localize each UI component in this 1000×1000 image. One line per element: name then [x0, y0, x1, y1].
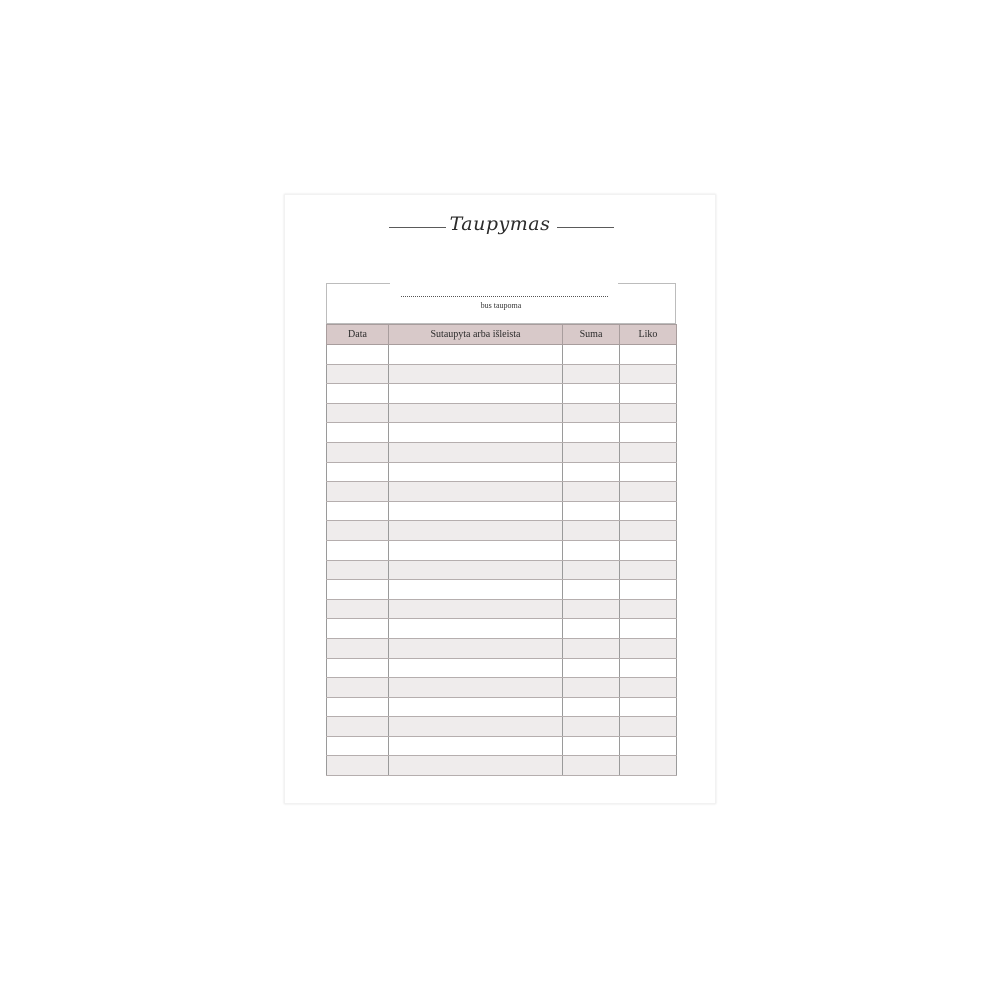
table-cell[interactable]: [620, 756, 677, 776]
table-cell[interactable]: [389, 462, 563, 482]
title-rule-right: [557, 227, 614, 228]
table-cell[interactable]: [389, 442, 563, 462]
table-cell[interactable]: [563, 697, 620, 717]
table-cell[interactable]: [389, 364, 563, 384]
table-cell[interactable]: [563, 540, 620, 560]
planner-page: [284, 194, 716, 804]
table-cell[interactable]: [620, 736, 677, 756]
table-cell[interactable]: [563, 501, 620, 521]
table-cell[interactable]: [327, 560, 389, 580]
table-cell[interactable]: [620, 345, 677, 365]
savings-ledger-table: [326, 324, 677, 776]
table-cell[interactable]: [327, 423, 389, 443]
table-cell[interactable]: [563, 403, 620, 423]
table-cell[interactable]: [327, 736, 389, 756]
table-cell[interactable]: [620, 384, 677, 404]
table-cell[interactable]: [327, 364, 389, 384]
table-row: [327, 384, 677, 404]
table-cell[interactable]: [563, 560, 620, 580]
table-row: [327, 638, 677, 658]
table-cell[interactable]: [327, 638, 389, 658]
table-cell[interactable]: [327, 697, 389, 717]
table-cell[interactable]: [389, 697, 563, 717]
table-cell[interactable]: [389, 501, 563, 521]
table-cell[interactable]: [563, 678, 620, 698]
table-cell[interactable]: [327, 658, 389, 678]
table-row: [327, 423, 677, 443]
table-cell[interactable]: [620, 521, 677, 541]
table-cell[interactable]: [389, 560, 563, 580]
table-header-row: [327, 325, 677, 345]
table-row: [327, 560, 677, 580]
table-cell[interactable]: [327, 403, 389, 423]
ledger-body: [327, 345, 677, 776]
header-saved-or-spent: Sutaupyta arba išleista: [389, 325, 563, 345]
table-cell[interactable]: [389, 540, 563, 560]
table-cell[interactable]: [563, 619, 620, 639]
table-cell[interactable]: [620, 482, 677, 502]
table-cell[interactable]: [389, 678, 563, 698]
table-cell[interactable]: [563, 364, 620, 384]
table-cell[interactable]: [327, 521, 389, 541]
table-cell[interactable]: [620, 540, 677, 560]
table-cell[interactable]: [620, 638, 677, 658]
table-row: [327, 364, 677, 384]
table-cell[interactable]: [620, 423, 677, 443]
table-cell[interactable]: [327, 619, 389, 639]
table-cell[interactable]: [620, 697, 677, 717]
table-cell[interactable]: [563, 638, 620, 658]
table-cell[interactable]: [327, 756, 389, 776]
table-row: [327, 580, 677, 600]
table-cell[interactable]: [620, 560, 677, 580]
table-cell[interactable]: [563, 521, 620, 541]
table-cell[interactable]: [563, 717, 620, 737]
table-row: [327, 403, 677, 423]
table-cell[interactable]: [327, 580, 389, 600]
table-cell[interactable]: [620, 501, 677, 521]
table-row: [327, 756, 677, 776]
goal-box-top-left-border: [326, 283, 390, 284]
table-cell[interactable]: [620, 364, 677, 384]
table-cell[interactable]: [389, 736, 563, 756]
table-row: [327, 717, 677, 737]
table-cell[interactable]: [620, 619, 677, 639]
table-cell[interactable]: [563, 756, 620, 776]
table-cell[interactable]: [389, 658, 563, 678]
table-cell[interactable]: [327, 384, 389, 404]
table-cell[interactable]: [563, 599, 620, 619]
table-cell[interactable]: [620, 599, 677, 619]
table-cell[interactable]: [327, 442, 389, 462]
table-cell[interactable]: [389, 403, 563, 423]
table-row: [327, 501, 677, 521]
table-row: [327, 442, 677, 462]
table-cell[interactable]: [563, 384, 620, 404]
table-cell[interactable]: [620, 678, 677, 698]
table-cell[interactable]: [389, 756, 563, 776]
table-cell[interactable]: [389, 580, 563, 600]
table-cell[interactable]: [327, 678, 389, 698]
table-cell[interactable]: [563, 482, 620, 502]
table-cell[interactable]: [389, 384, 563, 404]
title-row: [285, 213, 715, 243]
header-date: Data: [327, 325, 389, 345]
header-amount: Suma: [563, 325, 620, 345]
table-row: [327, 482, 677, 502]
table-cell[interactable]: [563, 423, 620, 443]
table-cell[interactable]: [327, 462, 389, 482]
table-cell[interactable]: [327, 482, 389, 502]
table-cell[interactable]: [563, 580, 620, 600]
table-cell[interactable]: [620, 717, 677, 737]
table-cell[interactable]: [563, 736, 620, 756]
table-row: [327, 658, 677, 678]
goal-label: bus taupoma: [480, 301, 522, 310]
table-cell[interactable]: [563, 658, 620, 678]
table-cell[interactable]: [327, 599, 389, 619]
table-cell[interactable]: [389, 638, 563, 658]
table-cell[interactable]: [389, 423, 563, 443]
table-cell[interactable]: [389, 521, 563, 541]
table-cell[interactable]: [389, 717, 563, 737]
table-cell[interactable]: [620, 658, 677, 678]
table-cell[interactable]: [327, 717, 389, 737]
table-cell[interactable]: [620, 580, 677, 600]
table-cell[interactable]: [389, 345, 563, 365]
table-cell[interactable]: [620, 442, 677, 462]
table-cell[interactable]: [389, 482, 563, 502]
page-title: Taupymas: [449, 213, 551, 235]
table-cell[interactable]: [563, 442, 620, 462]
table-row: [327, 697, 677, 717]
table-cell[interactable]: [563, 345, 620, 365]
table-cell[interactable]: [327, 501, 389, 521]
table-row: [327, 540, 677, 560]
table-cell[interactable]: [620, 403, 677, 423]
table-row: [327, 462, 677, 482]
table-row: [327, 345, 677, 365]
table-cell[interactable]: [389, 599, 563, 619]
table-cell[interactable]: [327, 540, 389, 560]
table-cell[interactable]: [620, 462, 677, 482]
table-cell[interactable]: [389, 619, 563, 639]
table-cell[interactable]: [327, 345, 389, 365]
table-row: [327, 599, 677, 619]
table-row: [327, 619, 677, 639]
table-row: [327, 521, 677, 541]
goal-box-top-right-border: [618, 283, 676, 284]
table-row: [327, 736, 677, 756]
header-remaining: Liko: [620, 325, 677, 345]
table-row: [327, 678, 677, 698]
table-cell[interactable]: [563, 462, 620, 482]
goal-write-line[interactable]: [401, 296, 608, 297]
